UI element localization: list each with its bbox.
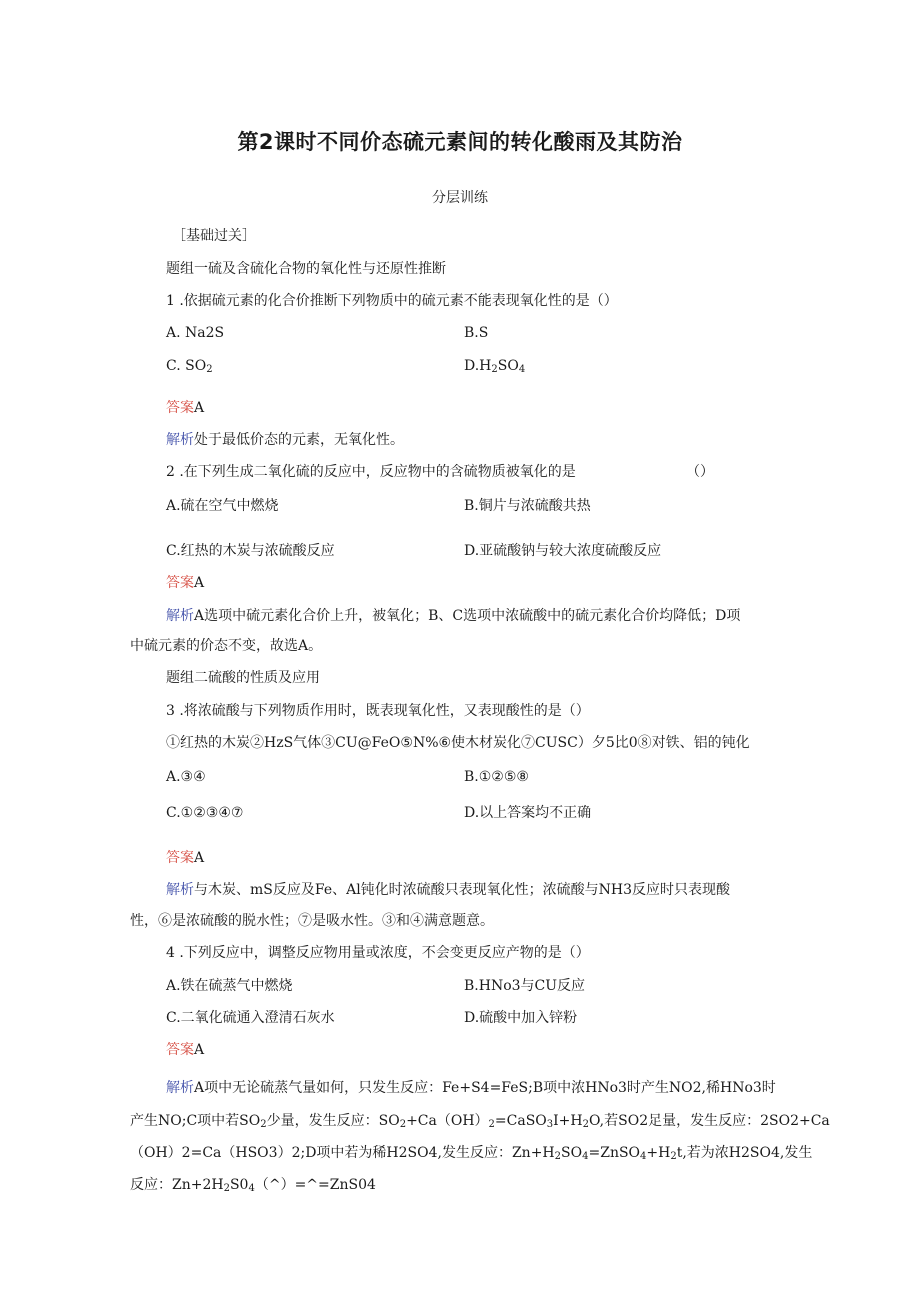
question-4-option-b: B.HNo3与CU反应 — [464, 978, 586, 994]
question-4-explanation-line-1: 解析A项中无论硫蒸气量如何，只发生反应：Fe+S4=FeS;B项中浓HNo3时产生NO2,稀HNo3时 — [166, 1080, 776, 1096]
section-heading: ［基础过关］ — [172, 228, 256, 244]
question-2-option-d: D.亚硫酸钠与较大浓度硫酸反应 — [464, 543, 662, 559]
question-3-explanation-line-2: 性，⑥是浓硫酸的脱水性；⑦是吸水性。③和④满意题意。 — [130, 913, 494, 929]
question-3-option-d: D.以上答案均不正确 — [464, 805, 592, 821]
question-3-option-c: C.①②③④⑦ — [166, 805, 244, 821]
question-2-option-a: A.硫在空气中燃烧 — [166, 498, 279, 514]
question-2-paren: （） — [686, 464, 714, 480]
question-1-option-d: $D.H_2SO_4$ — [464, 358, 526, 375]
question-3-explanation-line-1: 解析与木炭、mS反应及Fe、Al钝化时浓硫酸只表现氧化性；浓硫酸与NH3反应时只表现酸 — [166, 882, 731, 898]
question-4-explanation-line-3: （OH）2=Ca（HSO3）2;D项中若为稀H2SO4,发生反应：$Zn+H_2SO_4=ZnSO_4+H_2t$,若为浓H2SO4,发生 — [130, 1145, 813, 1162]
question-2-option-c: C.红热的木炭与浓硫酸反应 — [166, 543, 335, 559]
page-subtitle: 分层训练 — [432, 190, 488, 206]
question-4-option-c: C.二氧化硫通入澄清石灰水 — [166, 1010, 335, 1026]
question-3-stem: 3 .将浓硫酸与下列物质作用时，既表现氧化性，又表现酸性的是（） — [166, 703, 590, 719]
question-3-option-b: B.①②⑤⑧ — [464, 769, 529, 785]
question-2-option-b: B.铜片与浓硫酸共热 — [464, 498, 591, 514]
question-2-answer: 答案A — [166, 575, 205, 591]
question-2-explanation-line-2: 中硫元素的价态不变，故选A。 — [130, 638, 323, 654]
question-2-explanation-line-1: 解析A选项中硫元素化合价上升，被氧化；B、C选项中浓硫酸中的硫元素化合价均降低；D项 — [166, 608, 741, 624]
question-4-explanation-line-2: 产生NO;C项中若$SO_2$少量，发生反应：$SO_2+Ca(OH)_2=CaSO_3I+H_2O$,若SO2足量，发生反应：2SO2+Ca — [130, 1113, 830, 1130]
question-4-stem: 4 .下列反应中，调整反应物用量或浓度，不会变更反应产物的是（） — [166, 945, 590, 961]
question-1-option-a: A. Na2S — [166, 325, 225, 341]
question-1-option-b: B.S — [464, 325, 489, 341]
question-3-items: ①红热的木炭②HzS气体③CU@FeO⑤N%⑥使木材炭化⑦CUSC）夕5比0⑧对铁、铝的钝化 — [166, 735, 750, 751]
question-1-stem: 1 .依据硫元素的化合价推断下列物质中的硫元素不能表现氧化性的是（） — [166, 293, 618, 309]
question-4-option-d: D.硫酸中加入锌粉 — [464, 1010, 578, 1026]
question-4-option-a: A.铁在硫蒸气中燃烧 — [166, 978, 293, 994]
question-2-stem: 2 .在下列生成二氧化硫的反应中，反应物中的含硫物质被氧化的是 — [166, 464, 576, 480]
question-4-explanation-line-4: 反应：$Zn+2H_2S0_4(\^{})=\^{}=ZnS04$ — [130, 1177, 376, 1194]
question-1-explanation: 解析处于最低价态的元素，无氧化性。 — [166, 432, 404, 448]
question-3-option-a: A.③④ — [166, 769, 206, 785]
question-1-answer: 答案A — [166, 400, 205, 416]
question-4-answer: 答案A — [166, 1042, 205, 1058]
page-title: 第2课时不同价态硫元素间的转化酸雨及其防治 — [237, 130, 683, 154]
group-heading-1: 题组一硫及含硫化合物的氧化性与还原性推断 — [166, 261, 446, 277]
question-1-option-c: C. $SO_2$ — [166, 358, 213, 375]
question-3-answer: 答案A — [166, 850, 205, 866]
group-heading-2: 题组二硫酸的性质及应用 — [166, 670, 320, 686]
